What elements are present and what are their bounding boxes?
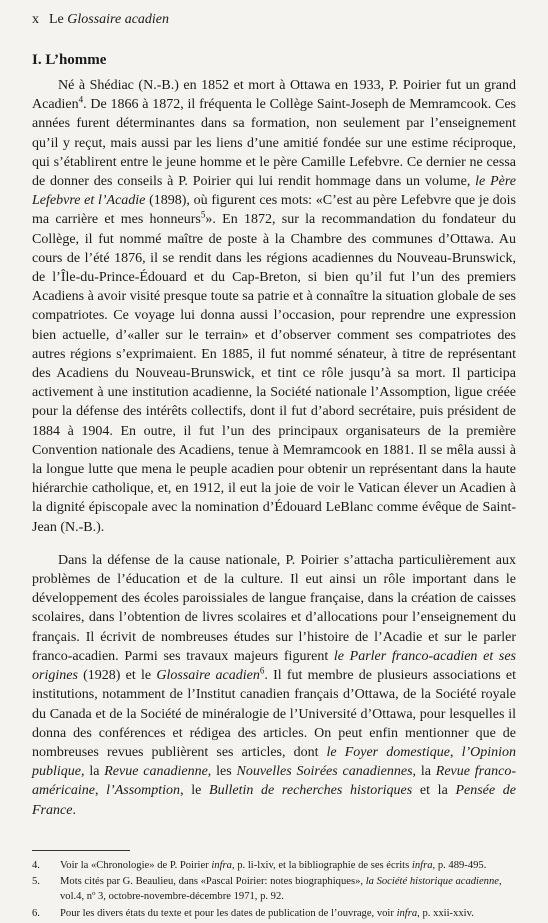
italic-title: Bulletin de recherches historiques (209, 783, 413, 799)
footnote-number: 4. (32, 859, 40, 871)
text-run: . (72, 802, 76, 818)
italic-title: infra (211, 859, 232, 871)
paragraph (32, 76, 516, 537)
footnote-ref: 6 (259, 665, 265, 676)
text-run: Voir la «Chronologie» de P. Poirier (60, 859, 212, 871)
italic-title: le Parler franco-acadien et ses origines (32, 648, 516, 684)
text-run: . Il fut membre de plusieurs associations et institutions, notamment de l’Institut canadien français d’Ottawa, de la Société royale du Canada et de la Société de minéralogie de l’Université d’Ottawa, pour lesquelles il donna des conférences et rédigea des articles. On peut enfin mentionner que de nombreuses revues publièrent ses articles, dont (32, 668, 517, 760)
italic-title: Nouvelles Soirées canadiennes (236, 764, 413, 780)
footnote (32, 875, 516, 904)
italic-title: infra (411, 859, 433, 871)
italic-title: l’Assomption (106, 783, 181, 799)
text-run: , la (412, 764, 436, 780)
text-run: , le (180, 783, 210, 799)
text-run: Né à Shédiac (N.-B.) en 1852 et mort à Ottawa en 1933, P. Poirier fut un grand Acadien (32, 78, 516, 113)
footnote-number: 6. (32, 907, 40, 919)
italic-title: Revue franco-américaine (32, 764, 517, 799)
text-run: , p. 489-495. (432, 859, 487, 871)
text-run: , (94, 783, 107, 799)
italic-title: l’Opinion publique (32, 744, 517, 780)
footnote-text (60, 859, 516, 874)
text-run: (1928) et le (77, 668, 157, 684)
running-head (32, 10, 516, 30)
text-run: , les (207, 764, 237, 780)
text-run: Dans la défense de la cause nationale, P. Poirier s’attacha particulièrement aux problèmes de l’éducation et de la culture. Il eut ainsi un rôle important dans le développement des écoles paroissiales de langue française, dans la création de caisses scolaires, dans l’obtention de livres scolaires et d’allocations pour l’enseignement du français. Il écrivit de nombreuses études sur l’histoire de l’Acadie et sur le parler franco-acadien. Parmi ses travaux majeurs figurent (32, 552, 516, 664)
text-run: , vol.4, nº 3, octobre-novembre-décembre 1971, p. 92. (60, 876, 502, 902)
footnote-text (60, 875, 516, 904)
footnotes (32, 859, 516, 921)
paragraph (32, 551, 516, 820)
italic-title: Pensée de France (32, 783, 517, 818)
text-run: , la (81, 764, 105, 780)
running-head-prefix: Le (49, 12, 68, 27)
footnote-ref: 5 (200, 209, 206, 220)
text-run: ». En 1872, sur la recommandation du fondateur du Collège, il fut nommé maître de poste à la Chambre des communes d’Ottawa. Au cours de l’été 1876, il se rendit dans les régions acadiennes du Nouveau-Brunswick, de l’Île-du-Prince-Édouard et du Cap-Breton, si bien qu’il fut l’un des premiers Acadiens à avoir visité presque toute sa patrie et à connaître la situation globale de ses compatriotes. Ce voyage lui donna aussi l’occasion, pour reprendre une expression bien actuelle, d’«aller sur le terrain» et d’observer comment ses compatriotes des autres régions s’exprimaient. En 1885, il fut nommé sénateur, à titre de représentant des Acadiens du Nouveau-Brunswick, et tint ce rôle jusqu’à sa mort. Il participa activement à une institution acadienne, la Société nationale l’Assomption, ligue créée pour la défense des intérêts collectifs, dont il fut d’abord secrétaire, puis président de 1884 à 1904. En outre, il fut l’un des principaux organisateurs de la première Convention nationale des Acadiens, tenue à Memramcook en 1881. Il se mêla aussi à la longue lutte que mena le peuple acadien pour obtenir un représentant dans la haute hiérarchie catholique, et, en 1912, il eut la joie de voir le Vatican élever un Acadien à la dignité épiscopale avec la nomination d’Édouard LeBlanc comme évêque de Saint-Jean (N.-B.). (32, 212, 516, 535)
running-head-title: Glossaire acadien (67, 12, 170, 27)
text-run: , (449, 744, 462, 760)
text-run: Mots cités par G. Beaulieu, dans «Pascal Poirier: notes biographiques», (60, 876, 366, 888)
page-number: x (32, 12, 39, 27)
footnote-rule (32, 850, 130, 851)
footnote-ref: 4 (78, 94, 84, 105)
italic-title: infra (396, 907, 418, 919)
text-run: . De 1866 à 1872, il fréquenta le Collège Saint-Joseph de Memramcook. Ces années furent déterminantes dans sa formation, non seulement par l’enseignement qu’il y reçut, mais aussi par les liens d’une amitié fondée sur une estime réciproque, qui s’établirent entre le jeune homme et le père Camille Lefebvre. Ce dernier ne cessa de donner des conseils à P. Poirier qui lui rendit hommage dans un volume, (32, 97, 516, 190)
document-page (32, 10, 516, 923)
italic-title: Glossaire acadien (156, 668, 260, 684)
text-run: Pour les divers états du texte et pour les dates de publication de l’ouvrage, voir (60, 907, 397, 919)
footnote (32, 907, 516, 922)
italic-title: la Société historique acadienne (365, 876, 499, 888)
italic-title: le Foyer domestique (326, 744, 450, 760)
italic-title: le Père Lefebvre et l’Acadie (32, 174, 517, 209)
text-run: , p. li-lxiv, et la bibliographie de ses écrits (231, 859, 412, 871)
text-run: (1898), où figurent ces mots: «C’est au père Lefebvre que je dois ma carrière et mes honneurs (32, 193, 516, 228)
footnote-text (60, 907, 516, 922)
section-title: I. L’homme (32, 52, 107, 68)
italic-title: Revue canadienne (104, 764, 208, 780)
footnote (32, 859, 516, 874)
text-run: , p. xxii-xxiv. (417, 907, 474, 919)
footnote-number: 5. (32, 876, 40, 888)
text-run: et la (412, 783, 456, 799)
